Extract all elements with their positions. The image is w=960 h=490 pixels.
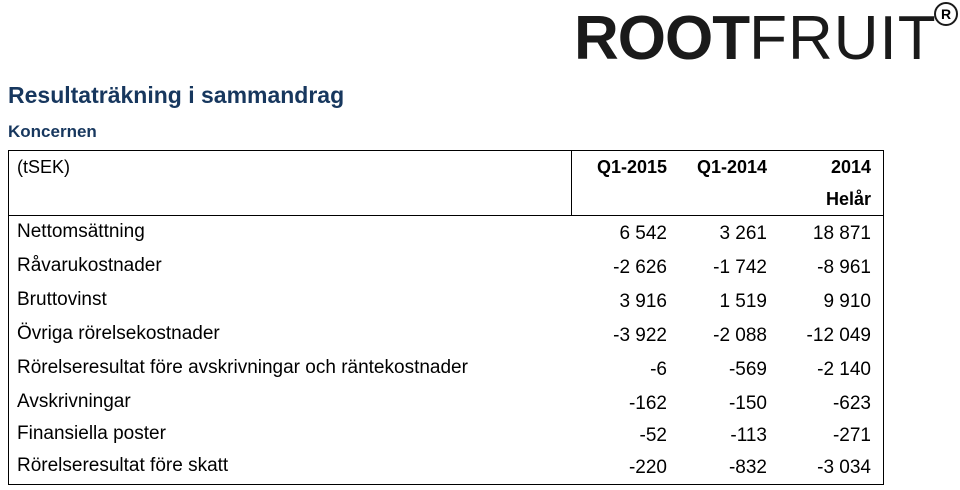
cell-q1-2014: -1 742 [713,257,767,278]
column-subheader-helar: Helår [825,189,871,209]
table-row [9,451,883,485]
cell-q1-2015: -220 [628,457,667,478]
cell-2014: 9 910 [823,291,871,312]
table-row [9,285,883,319]
row-label: Rörelseresultat före avskrivningar och räntekostnader [17,357,468,378]
cell-q1-2015: 3 916 [619,291,667,312]
cell-2014: 18 871 [812,223,871,244]
cell-q1-2015: -162 [628,393,667,414]
table-row [9,319,883,353]
cell-q1-2014: -832 [728,457,767,478]
income-statement-table [8,150,884,485]
cell-q1-2014: -150 [728,393,767,414]
unit-label: (tSEK) [17,157,71,177]
cell-2014: -12 049 [806,325,871,346]
report-subtitle: Koncernen [8,122,97,141]
header-divider-vertical [571,151,572,215]
cell-q1-2014: -113 [730,425,767,446]
registered-trademark-icon: R [934,2,958,26]
cell-2014: -2 140 [817,359,871,380]
table-row [9,387,883,421]
report-title: Resultaträkning i sammandrag [8,82,345,108]
cell-q1-2014: -569 [728,359,767,380]
column-header-q1-2014: Q1-2014 [696,157,767,177]
cell-q1-2015: 6 542 [619,223,667,244]
table-row [9,353,883,387]
table-row [9,217,883,251]
column-header-q1-2015: Q1-2015 [596,157,667,177]
cell-2014: -623 [832,393,871,414]
table-row [9,251,883,285]
cell-q1-2014: 1 519 [719,291,767,312]
cell-q1-2014: -2 088 [713,325,767,346]
table-row [9,419,883,453]
row-label: Avskrivningar [17,391,131,412]
row-label: Finansiella poster [17,423,166,444]
row-label: Bruttovinst [17,289,107,310]
column-header-2014: 2014 [830,157,871,177]
cell-q1-2015: -3 922 [613,325,667,346]
header-divider-horizontal [9,215,883,216]
cell-2014: -3 034 [817,457,871,478]
row-label: Råvarukostnader [17,255,162,276]
cell-q1-2015: -6 [650,359,667,380]
logo-text-root: ROOT [574,4,750,73]
cell-q1-2015: -52 [639,425,667,446]
logo-text-fruit: FRUIT [749,4,937,73]
cell-q1-2015: -2 626 [613,257,667,278]
cell-q1-2014: 3 261 [719,223,767,244]
row-label: Nettomsättning [17,221,145,242]
company-logo [574,4,937,73]
row-label: Rörelseresultat före skatt [17,455,229,476]
row-label: Övriga rörelsekostnader [17,323,220,344]
cell-2014: -8 961 [817,257,871,278]
cell-2014: -271 [832,425,871,446]
